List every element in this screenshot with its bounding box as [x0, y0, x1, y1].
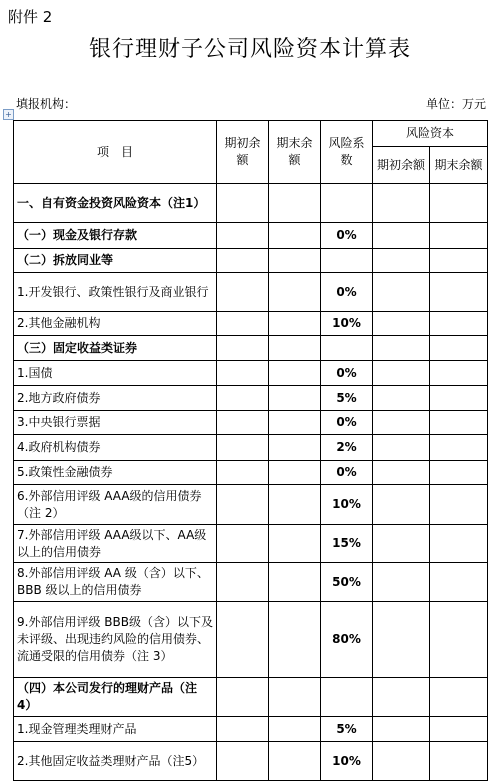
row-begin-balance [217, 717, 269, 742]
row-end-balance [269, 361, 321, 386]
row-rc-begin [373, 678, 430, 717]
table-row [14, 461, 488, 485]
row-rc-end [430, 717, 488, 742]
table-row [14, 525, 488, 563]
row-risk-coefficient: 0% [321, 223, 373, 249]
table-row [14, 386, 488, 411]
table-row [14, 223, 488, 249]
row-rc-begin [373, 361, 430, 386]
row-item-label: 4.政府机构债券 [14, 435, 217, 461]
row-end-balance [269, 485, 321, 525]
row-risk-coefficient: 15% [321, 525, 373, 563]
row-begin-balance [217, 336, 269, 361]
row-end-balance [269, 223, 321, 249]
table-row [14, 678, 488, 717]
filler-label: 填报机构： [16, 97, 77, 111]
row-begin-balance [217, 411, 269, 435]
table-row [14, 717, 488, 742]
row-risk-coefficient: 10% [321, 742, 373, 781]
row-rc-end [430, 485, 488, 525]
row-rc-begin [373, 411, 430, 435]
row-rc-begin [373, 223, 430, 249]
row-begin-balance [217, 312, 269, 336]
table-move-handle-icon[interactable]: + [3, 109, 14, 120]
table-row [14, 249, 488, 273]
row-item-label: 9.外部信用评级 BBB级（含）以下及未评级、出现违约风险的信用债券、流通受限的信用债券（注 3） [14, 602, 217, 678]
row-item-label: 1.开发银行、政策性银行及商业银行 [14, 273, 217, 312]
row-end-balance [269, 525, 321, 563]
table-row [14, 411, 488, 435]
table-row [14, 563, 488, 602]
table-row [14, 312, 488, 336]
row-risk-coefficient: 2% [321, 435, 373, 461]
row-item-label: 6.外部信用评级 AAA级的信用债券（注 2） [14, 485, 217, 525]
row-rc-end [430, 563, 488, 602]
row-rc-begin [373, 485, 430, 525]
unit-row [16, 95, 486, 112]
row-end-balance [269, 249, 321, 273]
row-begin-balance [217, 273, 269, 312]
row-rc-begin [373, 525, 430, 563]
row-end-balance [269, 678, 321, 717]
header-risk-capital: 风险资本 [373, 121, 488, 147]
row-item-label: 3.中央银行票据 [14, 411, 217, 435]
header-begin-balance: 期初余额 [217, 121, 269, 184]
row-rc-begin [373, 602, 430, 678]
row-item-label: 8.外部信用评级 AA 级（含）以下、BBB 级以上的信用债券 [14, 563, 217, 602]
risk-capital-table [13, 120, 488, 781]
row-end-balance [269, 386, 321, 411]
row-begin-balance [217, 525, 269, 563]
row-rc-end [430, 361, 488, 386]
row-begin-balance [217, 678, 269, 717]
header-rc-end: 期末余额 [430, 147, 488, 184]
row-end-balance [269, 411, 321, 435]
row-rc-end [430, 602, 488, 678]
row-risk-coefficient [321, 184, 373, 223]
row-begin-balance [217, 742, 269, 781]
row-end-balance [269, 184, 321, 223]
unit-label: 单位：万元 [425, 97, 486, 111]
row-rc-end [430, 411, 488, 435]
row-rc-end [430, 184, 488, 223]
row-rc-begin [373, 386, 430, 411]
page-title: 银行理财子公司风险资本计算表 [88, 37, 411, 62]
row-item-label: 5.政策性金融债券 [14, 461, 217, 485]
row-rc-end [430, 742, 488, 781]
row-rc-begin [373, 184, 430, 223]
row-end-balance [269, 312, 321, 336]
row-item-label: （一）现金及银行存款 [14, 223, 217, 249]
header-item: 项 目 [14, 121, 217, 184]
row-risk-coefficient: 0% [321, 411, 373, 435]
row-risk-coefficient: 50% [321, 563, 373, 602]
row-rc-begin [373, 717, 430, 742]
row-end-balance [269, 336, 321, 361]
row-rc-begin [373, 461, 430, 485]
row-risk-coefficient: 0% [321, 461, 373, 485]
table-row [14, 602, 488, 678]
row-item-label: 1.国债 [14, 361, 217, 386]
row-rc-end [430, 386, 488, 411]
row-risk-coefficient: 0% [321, 361, 373, 386]
row-rc-end [430, 435, 488, 461]
header-end-balance: 期末余额 [269, 121, 321, 184]
row-rc-end [430, 249, 488, 273]
row-item-label: 一、自有资金投资风险资本（注1） [14, 184, 217, 223]
table-row [14, 184, 488, 223]
row-risk-coefficient: 5% [321, 386, 373, 411]
row-begin-balance [217, 184, 269, 223]
row-rc-begin [373, 563, 430, 602]
row-begin-balance [217, 386, 269, 411]
row-rc-end [430, 678, 488, 717]
row-risk-coefficient [321, 249, 373, 273]
row-risk-coefficient: 80% [321, 602, 373, 678]
row-risk-coefficient: 5% [321, 717, 373, 742]
row-end-balance [269, 461, 321, 485]
row-risk-coefficient [321, 336, 373, 361]
row-rc-end [430, 336, 488, 361]
row-rc-begin [373, 273, 430, 312]
table-row [14, 361, 488, 386]
row-item-label: 2.地方政府债券 [14, 386, 217, 411]
row-rc-end [430, 461, 488, 485]
row-end-balance [269, 563, 321, 602]
row-begin-balance [217, 361, 269, 386]
row-rc-end [430, 273, 488, 312]
header-rc-begin: 期初余额 [373, 147, 430, 184]
table-row [14, 336, 488, 361]
row-item-label: （二）拆放同业等 [14, 249, 217, 273]
row-end-balance [269, 742, 321, 781]
row-risk-coefficient [321, 678, 373, 717]
row-rc-begin [373, 249, 430, 273]
row-end-balance [269, 602, 321, 678]
row-rc-begin [373, 336, 430, 361]
row-begin-balance [217, 563, 269, 602]
row-begin-balance [217, 249, 269, 273]
row-end-balance [269, 273, 321, 312]
row-begin-balance [217, 485, 269, 525]
row-end-balance [269, 435, 321, 461]
row-rc-end [430, 312, 488, 336]
row-risk-coefficient: 10% [321, 485, 373, 525]
row-risk-coefficient: 0% [321, 273, 373, 312]
row-item-label: （四）本公司发行的理财产品（注 4） [14, 678, 217, 717]
row-item-label: 1.现金管理类理财产品 [14, 717, 217, 742]
table-row [14, 742, 488, 781]
row-item-label: 2.其他固定收益类理财产品（注5） [14, 742, 217, 781]
table-row [14, 435, 488, 461]
row-end-balance [269, 717, 321, 742]
row-risk-coefficient: 10% [321, 312, 373, 336]
row-rc-begin [373, 435, 430, 461]
row-begin-balance [217, 435, 269, 461]
row-rc-end [430, 223, 488, 249]
row-item-label: （三）固定收益类证券 [14, 336, 217, 361]
row-begin-balance [217, 602, 269, 678]
row-begin-balance [217, 461, 269, 485]
row-rc-begin [373, 742, 430, 781]
attachment-label: 附件 2 [8, 8, 53, 26]
row-rc-end [430, 525, 488, 563]
row-rc-begin [373, 312, 430, 336]
row-item-label: 7.外部信用评级 AAA级以下、AA级以上的信用债券 [14, 525, 217, 563]
row-item-label: 2.其他金融机构 [14, 312, 217, 336]
table-row [14, 273, 488, 312]
row-begin-balance [217, 223, 269, 249]
table-row [14, 485, 488, 525]
header-coefficient: 风险系数 [321, 121, 373, 184]
